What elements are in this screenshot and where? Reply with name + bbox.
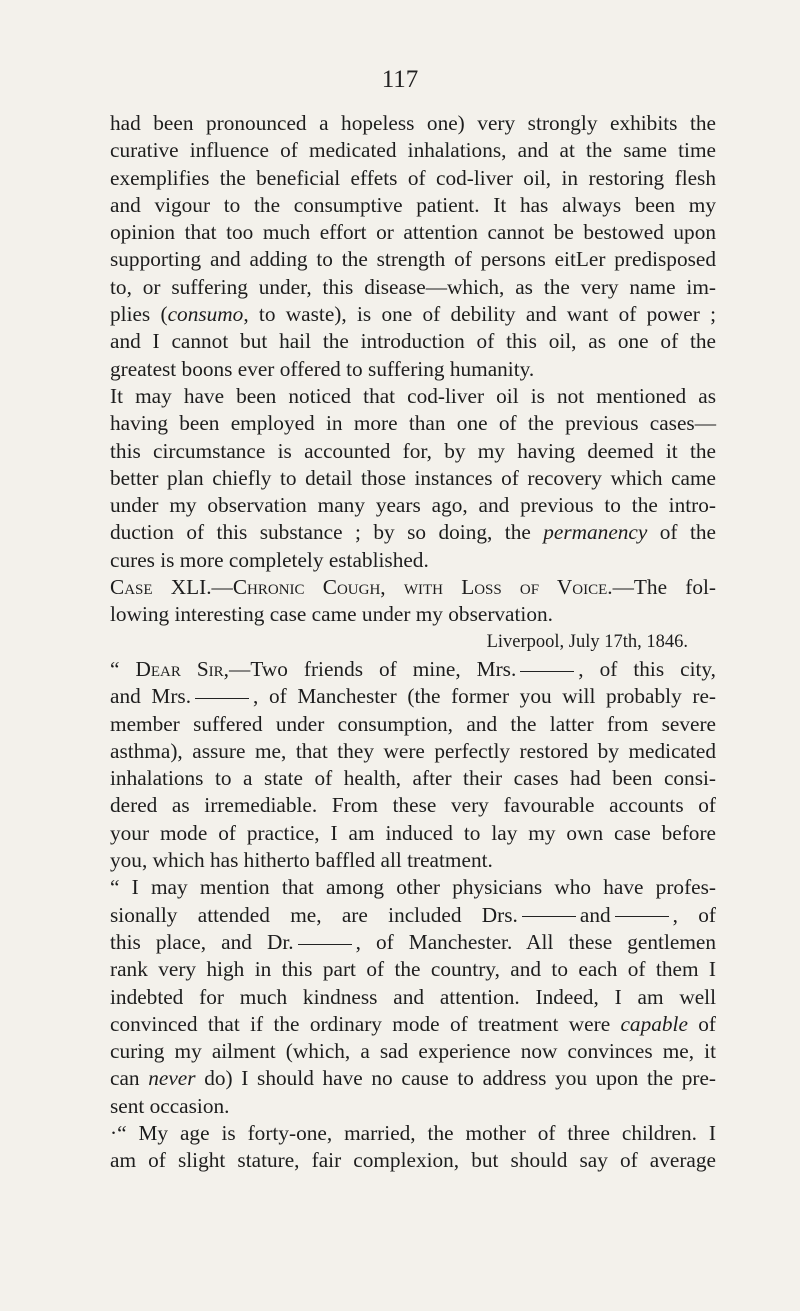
text-line: greatest boons ever offered to suffering humanity. — [110, 356, 535, 381]
text-line — [110, 1011, 716, 1038]
page-number: 117 — [381, 66, 419, 93]
text-line: cures is more completely established. — [110, 547, 429, 572]
name-omission-dash — [195, 698, 249, 699]
italic-word: capable — [620, 1011, 688, 1036]
text-line: better plan chiefly to detail those instances of recovery which came — [110, 465, 716, 490]
text-run: , of this city, — [578, 656, 717, 681]
text-line: member suffered under consumption, and the latter from severe — [110, 711, 716, 736]
text-line: you, which has hitherto baffled all treatment. — [110, 848, 493, 873]
name-omission-dash — [298, 944, 352, 945]
text-line: opinion that too much effort or attention cannot be bestowed upon — [110, 220, 716, 245]
italic-word: consumo — [167, 302, 244, 327]
text-line: had been pronounced a hopeless one) very strongly exhibits the — [110, 111, 716, 135]
body-text — [110, 110, 716, 1175]
text-run: of the — [647, 520, 716, 545]
text-run: , of Manchester (the former you will probably re- — [253, 684, 716, 709]
text-line: curing my ailment (which, a sad experience now convinces me, it — [110, 1039, 716, 1064]
text-line: ·“ My age is forty-one, married, the mother of three children. I — [110, 1120, 716, 1145]
text-line: asthma), assure me, that they were perfectly restored by medicated — [110, 738, 716, 763]
text-line — [110, 902, 716, 929]
text-line: under my observation many years ago, and previous to the intro- — [110, 493, 716, 518]
italic-word: never — [148, 1066, 196, 1091]
text-line: and I cannot but hail the introduction of this oil, as one of the — [110, 329, 716, 354]
text-line: lowing interesting case came under my observation. — [110, 602, 553, 627]
letter-dateline: Liverpool, July 17th, 1846. — [486, 631, 688, 652]
text-run: , to waste), is one of debility and want of power ; — [243, 302, 717, 327]
salutation: “ Dear Sir, — [110, 656, 230, 681]
text-run: , of Manchester. All these gentlemen — [355, 929, 716, 954]
text-run: duction of this substance ; by so doing, the — [110, 520, 544, 545]
text-line: to, or suffering under, this disease—which, as the very name im- — [110, 274, 716, 299]
text-line: and vigour to the consumptive patient. It has always been my — [110, 192, 716, 217]
text-run: can — [110, 1066, 149, 1091]
case-heading: Case XLI.—Chronic Cough, with Loss of Voice. — [110, 575, 613, 600]
text-run: , of — [672, 902, 716, 927]
text-run: —Two friends of mine, Mrs. — [229, 656, 517, 681]
text-line: am of slight stature, fair complexion, but should say of average — [110, 1148, 716, 1173]
text-run: plies ( — [110, 302, 168, 327]
text-run: —The fol- — [612, 575, 716, 600]
text-line — [110, 519, 716, 546]
text-line: curative influence of medicated inhalations, and at the same time — [110, 138, 716, 163]
name-omission-dash — [522, 916, 576, 917]
text-line: having been employed in more than one of the previous cases— — [110, 411, 716, 436]
text-line — [110, 1065, 716, 1092]
text-line — [110, 929, 716, 956]
text-run: and Mrs. — [110, 684, 192, 709]
text-line: sent occasion. — [110, 1093, 230, 1118]
name-omission-dash — [615, 916, 669, 917]
text-run: and — [579, 902, 611, 927]
text-line: supporting and adding to the strength of persons eitLer predisposed — [110, 247, 716, 272]
text-line: your mode of practice, I am induced to lay my own case before — [110, 820, 716, 845]
text-line: exemplifies the beneficial effets of cod-liver oil, in restoring flesh — [110, 165, 716, 190]
text-line — [110, 683, 716, 710]
case-heading-line — [110, 574, 716, 601]
text-line: dered as irremediable. From these very favourable accounts of — [110, 793, 716, 818]
text-run: sionally attended me, are included Drs. — [110, 902, 518, 927]
text-run: this place, and Dr. — [110, 929, 294, 954]
text-line: It may have been noticed that cod-liver oil is not mentioned as — [110, 383, 716, 408]
text-run: of — [687, 1011, 716, 1036]
text-line: inhalations to a state of health, after their cases had been consi- — [110, 766, 716, 791]
text-line: indebted for much kindness and attention. Indeed, I am well — [110, 984, 716, 1009]
text-run: do) I should have no cause to address you upon the pre- — [195, 1066, 716, 1091]
italic-word: permanency — [543, 520, 648, 545]
text-run: convinced that if the ordinary mode of treatment were — [110, 1011, 621, 1036]
name-omission-dash — [520, 671, 574, 672]
text-line — [110, 301, 716, 328]
text-line — [110, 656, 716, 683]
text-line: rank very high in this part of the country, and to each of them I — [110, 957, 716, 982]
text-line: “ I may mention that among other physicians who have profes- — [110, 875, 716, 900]
text-line: this circumstance is accounted for, by my having deemed it the — [110, 438, 716, 463]
